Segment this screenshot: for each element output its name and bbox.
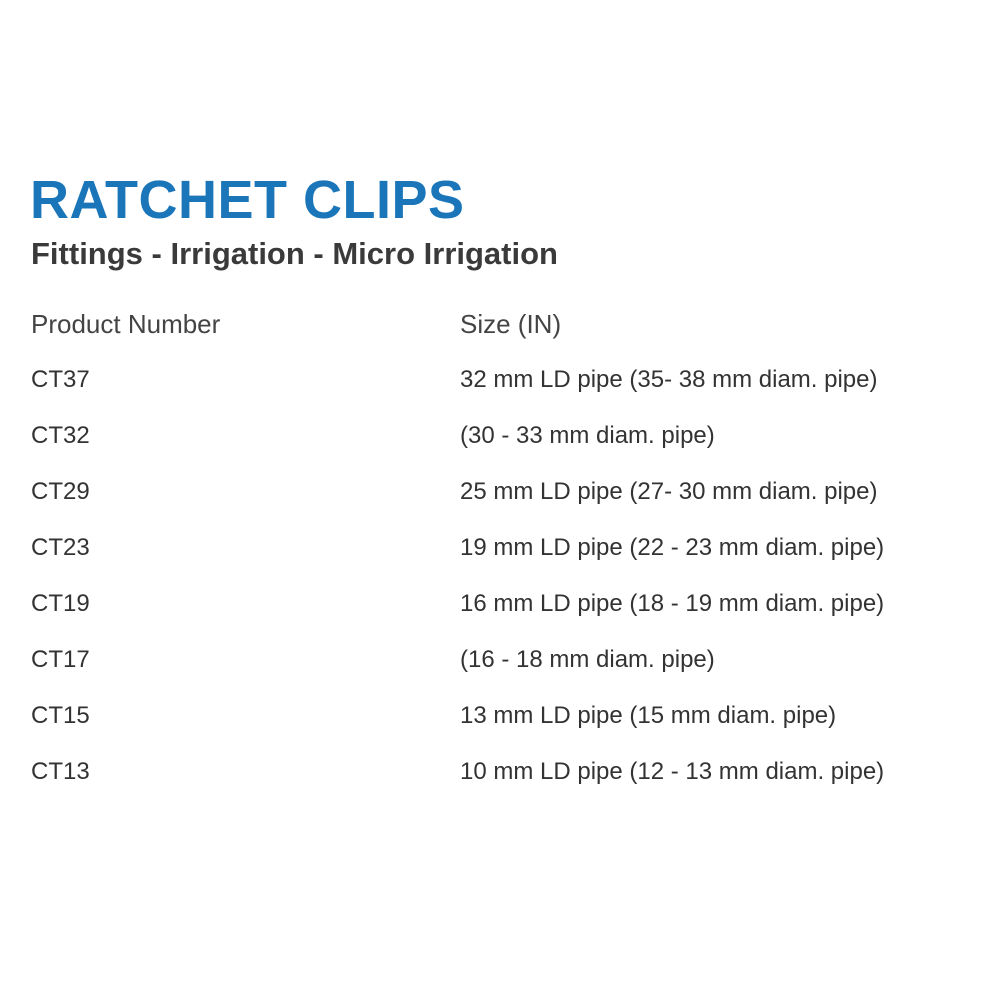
product-number-cell: CT32 (31, 422, 90, 449)
page-subtitle: Fittings - Irrigation - Micro Irrigation (31, 236, 558, 271)
product-number-cell: CT37 (31, 366, 90, 393)
page-title: RATCHET CLIPS (30, 170, 465, 230)
table-row (31, 584, 971, 640)
table-row (31, 696, 971, 752)
size-cell: 19 mm LD pipe (22 - 23 mm diam. pipe) (460, 534, 885, 561)
product-number-cell: CT15 (31, 702, 90, 729)
size-cell: 13 mm LD pipe (15 mm diam. pipe) (460, 702, 837, 729)
table-row (31, 640, 971, 696)
header-size: Size (IN) (460, 309, 562, 339)
size-cell: 32 mm LD pipe (35- 38 mm diam. pipe) (460, 366, 878, 393)
product-table (31, 304, 971, 808)
product-number-cell: CT17 (31, 646, 90, 673)
size-cell: (30 - 33 mm diam. pipe) (460, 422, 715, 449)
table-row (31, 528, 971, 584)
product-number-cell: CT29 (31, 478, 90, 505)
table-row (31, 472, 971, 528)
size-cell: 25 mm LD pipe (27- 30 mm diam. pipe) (460, 478, 878, 505)
product-number-cell: CT19 (31, 590, 90, 617)
size-cell: 10 mm LD pipe (12 - 13 mm diam. pipe) (460, 758, 885, 785)
size-cell: 16 mm LD pipe (18 - 19 mm diam. pipe) (460, 590, 885, 617)
table-header-row (31, 304, 971, 360)
product-number-cell: CT13 (31, 758, 90, 785)
product-number-cell: CT23 (31, 534, 90, 561)
size-cell: (16 - 18 mm diam. pipe) (460, 646, 715, 673)
table-row (31, 416, 971, 472)
table-row (31, 360, 971, 416)
header-product-number: Product Number (31, 309, 221, 339)
table-row (31, 752, 971, 808)
